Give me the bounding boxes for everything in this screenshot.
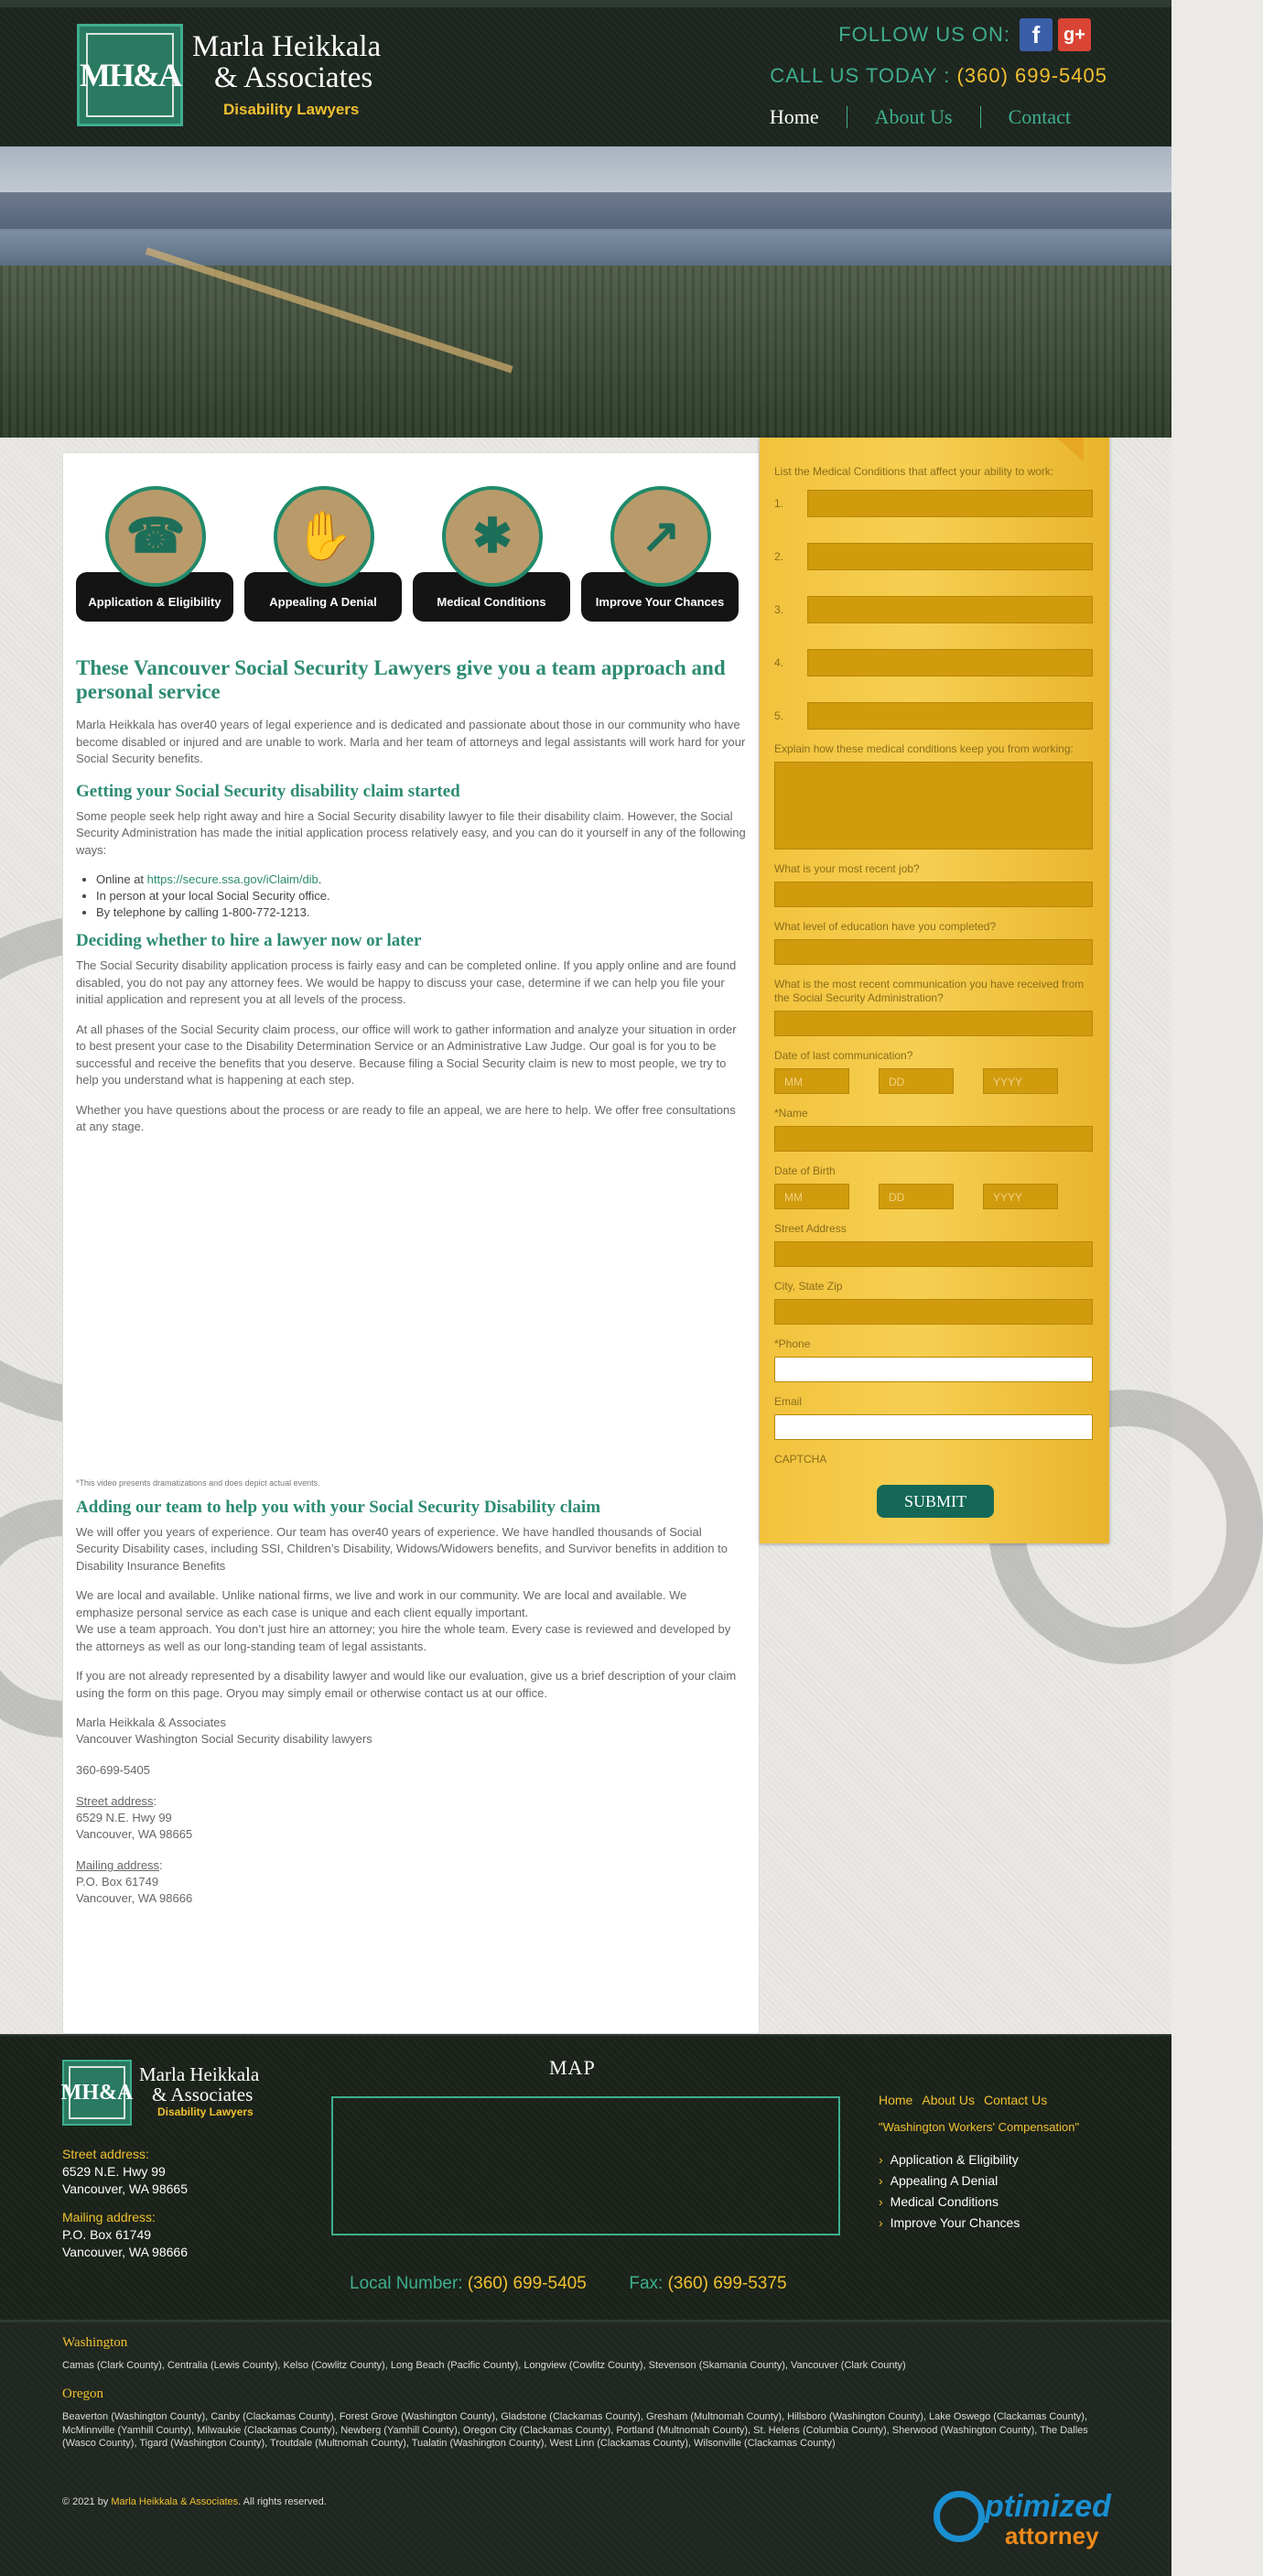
local-number[interactable]: (360) 699-5405 — [467, 2274, 587, 2293]
condition-field-4[interactable] — [807, 649, 1093, 676]
footer-address-line: Vancouver, WA 98666 — [62, 2245, 188, 2259]
paragraph: Whether you have questions about the process or are ready to file an appeal, we are here to help. We offer free consultations at any stage. — [76, 1102, 736, 1133]
facebook-icon[interactable]: f — [1020, 18, 1052, 51]
mailing-address-label: Mailing address — [76, 1858, 160, 1872]
street-address-heading — [76, 1793, 746, 1810]
education-field[interactable] — [774, 939, 1093, 965]
condition-row — [774, 702, 1093, 730]
logo-monogram — [77, 24, 183, 126]
intro-paragraph: Marla Heikkala has over40 years of legal experience and is dedicated and passionate about those in our community who have become disabled or injured and are unable to work. Marla and her team of attorneys and legal assistants will work hard for your Social Security benefits. — [76, 718, 746, 765]
submit-button[interactable]: SUBMIT — [877, 1485, 994, 1518]
paragraph: At all phases of the Social Security claim process, our office will work to gather information and analyze your situation in order to best present your case to the Disability Determination Service or an Administrative Law Judge. Our goal is for you to be successful and receive the benefits that you deserve. Because filing a Social Security claim is new to most people, we try to help you understand what is happening at each step. — [76, 1022, 737, 1087]
street-label: Street Address — [774, 1222, 847, 1235]
badge-line2: attorney — [1005, 2522, 1099, 2549]
footer-logo[interactable] — [62, 2060, 273, 2126]
paragraph: We will offer you years of experience. Our team has over40 years of experience. We have handled thousands of Social Security Disability cases, including SSI, Children’s Disability, Widows/Widowers benefits, and Survivor benefits in addition to Disability Insurance Benefits — [76, 1524, 728, 1573]
fax-label: Fax: — [629, 2274, 664, 2293]
list-item: • By telephone by calling 1-800-772-1213. — [96, 904, 746, 921]
footer-link-label: Improve Your Chances — [890, 2215, 1020, 2230]
footer-logo-name-line1: Marla Heikkala — [139, 2063, 260, 2085]
video-embed[interactable] — [76, 1149, 746, 1478]
footer-link-label: Appealing A Denial — [890, 2173, 999, 2188]
footer-address-line: P.O. Box 61749 — [62, 2227, 152, 2242]
optimized-attorney-logo-icon — [934, 2491, 985, 2542]
education-label: What level of education have you completed? — [774, 920, 997, 933]
footer-nav-label: Home — [879, 2093, 913, 2107]
condition-row — [774, 649, 1093, 676]
street-address-label: Street address — [76, 1794, 154, 1808]
footer-logo-monogram — [62, 2060, 132, 2126]
recent-communication-label: What is the most recent communication you have received from the Social Security Administration? — [774, 978, 1085, 1004]
chevron-right-icon: › — [879, 2152, 883, 2167]
call-us-number[interactable]: (360) 699-5405 — [956, 64, 1107, 87]
chevron-right-icon: › — [879, 2215, 883, 2230]
address-line: P.O. Box 61749 — [76, 1875, 159, 1889]
nav-home[interactable]: Home — [769, 105, 819, 128]
hero-mountains — [0, 192, 1171, 229]
washington-title: Washington — [62, 2335, 128, 2350]
main-content — [62, 452, 760, 2034]
date-communication-label: Date of last communication? — [774, 1049, 913, 1062]
footer-numbers — [350, 2274, 787, 2294]
logo-name-line1: Marla Heikkala — [192, 30, 382, 63]
chart-up-icon: ↗ — [641, 510, 681, 563]
chevron-right-icon: › — [879, 2173, 883, 2188]
local-number-label: Local Number: — [350, 2274, 463, 2293]
footer-mailing-label: Mailing address: — [62, 2210, 156, 2224]
service-areas — [0, 2320, 1171, 2576]
phone-field[interactable] — [774, 1357, 1093, 1382]
footer-link[interactable] — [879, 2192, 1020, 2213]
form-corner-flag — [1056, 438, 1084, 461]
logo-name-line2: & Associates — [214, 61, 373, 94]
article — [76, 656, 746, 1921]
copyright — [62, 2496, 327, 2507]
comm-month-field[interactable]: MM — [774, 1068, 849, 1094]
firm-phone: 360-699-5405 — [76, 1763, 150, 1777]
follow-label: FOLLOW US ON: — [838, 23, 1010, 46]
dob-row — [774, 1184, 1093, 1209]
optimized-attorney-badge[interactable] — [934, 2478, 1135, 2560]
footer-addresses — [62, 2146, 188, 2261]
footer-link-label: Medical Conditions — [890, 2194, 999, 2209]
application-methods-list — [96, 871, 746, 921]
google-plus-icon[interactable]: g+ — [1058, 18, 1091, 51]
logo-monogram-text: MH&A — [86, 33, 174, 117]
main-nav — [742, 106, 1098, 128]
badge-line1: ptimized — [985, 2489, 1111, 2524]
label-colon: : — [153, 1794, 157, 1808]
condition-field-5[interactable] — [807, 702, 1093, 730]
copyright-suffix: . All rights reserved. — [238, 2496, 327, 2507]
service-cards — [76, 486, 739, 622]
workers-comp-link[interactable]: "Washington Workers' Compensation" — [879, 2120, 1080, 2134]
footer-nav — [879, 2093, 1056, 2107]
address-line: Vancouver, WA 98665 — [76, 1827, 193, 1841]
footer-link-label: Application & Eligibility — [890, 2152, 1019, 2167]
address-line: Vancouver, WA 98666 — [76, 1891, 193, 1905]
footer-logo-monogram-text: MH&A — [69, 2066, 125, 2119]
condition-number: 5. — [774, 709, 784, 722]
ssa-link[interactable]: https://secure.ssa.gov/iClaim/dib — [146, 872, 318, 886]
firm-info — [76, 1715, 746, 1748]
card-label: Improve Your Chances — [581, 572, 739, 622]
site-header — [0, 0, 1171, 146]
section-heading: Getting your Social Security disability claim started — [76, 781, 460, 801]
city-label: City, State Zip — [774, 1280, 843, 1293]
footer-nav-contact[interactable] — [984, 2093, 1056, 2107]
paragraph — [76, 1587, 746, 1655]
recent-communication-field[interactable] — [774, 1011, 1093, 1036]
handshake-icon: ✋ — [294, 510, 354, 563]
list-item — [96, 871, 746, 888]
explain-label: Explain how these medical conditions keep you from working: — [774, 742, 1074, 755]
footer-nav-home[interactable] — [879, 2093, 922, 2107]
footer-link[interactable] — [879, 2149, 1020, 2170]
header-top-strip — [0, 0, 1171, 7]
condition-field-3[interactable] — [807, 596, 1093, 623]
call-us-label: CALL US TODAY : — [770, 64, 951, 87]
call-us — [770, 64, 1107, 88]
condition-field-2[interactable] — [807, 543, 1093, 570]
condition-row — [774, 596, 1093, 623]
list-item: • In person at your local Social Security office. — [96, 888, 746, 904]
paragraph: If you are not already represented by a disability lawyer and would like our evaluation, give us a brief description of your claim using the form on this page. Oryou may simply email or otherwise contact us at our office. — [76, 1669, 737, 1700]
footer-nav-label: Contact Us — [983, 2093, 1048, 2107]
recent-job-label: What is your most recent job? — [774, 862, 920, 875]
conditions-label: List the Medical Conditions that affect your ability to work: — [774, 465, 1054, 478]
paragraph: The Social Security disability application process is fairly easy and can be completed online. If you apply online and are found disabled, you do not pay any attorney fees. We would be happy to discuss your case, determine if we can help you file your initial application and represent you at all levels of the process. — [76, 958, 737, 1006]
footer-address-line: 6529 N.E. Hwy 99 — [62, 2164, 166, 2179]
explain-textarea[interactable] — [774, 762, 1093, 850]
date-communication-row — [774, 1068, 1093, 1094]
phone-lock-icon: ☎ — [125, 510, 186, 563]
phone-label: *Phone — [774, 1337, 811, 1350]
fax-number: (360) 699-5375 — [667, 2274, 787, 2293]
name-label: *Name — [774, 1107, 808, 1120]
card-circle — [105, 486, 206, 587]
card-medical-conditions[interactable] — [413, 486, 570, 622]
mailing-address — [76, 1857, 746, 1907]
nav-about-us[interactable]: About Us — [847, 106, 980, 128]
firm-description: Vancouver Washington Social Security disability lawyers — [76, 1732, 372, 1746]
logo-tagline: Disability Lawyers — [223, 101, 360, 118]
form-fields — [774, 465, 1093, 1467]
washington-cities: Camas (Clark County), Centralia (Lewis County), Kelso (Cowlitz County), Long Beach (Pacific County), Longview (Cowlitz County), Stevenson (Skamania County), Vancouver (Clark County) — [62, 2360, 906, 2371]
card-circle — [442, 486, 543, 587]
hero-slideshow — [0, 146, 1171, 438]
card-circle — [274, 486, 374, 587]
dob-day-field[interactable]: DD — [879, 1184, 954, 1209]
map-title: MAP — [549, 2056, 596, 2079]
comm-year-field[interactable]: YYYY — [983, 1068, 1058, 1094]
follow-us — [838, 18, 1091, 51]
dob-year-field[interactable]: YYYY — [983, 1184, 1058, 1209]
hero-city — [0, 265, 1171, 438]
footer-nav-about[interactable] — [922, 2093, 984, 2107]
email-field[interactable] — [774, 1414, 1093, 1440]
card-label: Application & Eligibility — [76, 572, 233, 622]
city-field[interactable] — [774, 1299, 1093, 1325]
list-item-text: Online at — [96, 872, 147, 886]
footer-logo-name-line2: & Associates — [152, 2084, 254, 2105]
site-footer — [0, 2034, 1171, 2320]
card-improve-chances[interactable] — [581, 486, 739, 622]
list-item-text: . — [318, 872, 322, 886]
nav-contact[interactable]: Contact — [980, 106, 1098, 128]
condition-row — [774, 543, 1093, 570]
name-field[interactable] — [774, 1126, 1093, 1152]
paragraph-text: We use a team approach. You don’t just hire an attorney; you hire the whole team. Every case is reviewed and developed by the attorneys as well as our long-standing team of legal assistants. — [76, 1622, 731, 1653]
footer-link[interactable] — [879, 2170, 1020, 2192]
footer-logo-tagline: Disability Lawyers — [157, 2105, 254, 2118]
label-colon: : — [159, 1858, 163, 1872]
captcha-label: CAPTCHA — [774, 1453, 827, 1466]
footer-link[interactable] — [879, 2213, 1020, 2234]
footer-address-line: Vancouver, WA 98665 — [62, 2181, 188, 2196]
condition-number: 3. — [774, 603, 784, 616]
mailing-address-heading — [76, 1857, 746, 1874]
card-application-eligibility[interactable] — [76, 486, 233, 622]
street-address — [76, 1793, 746, 1843]
dob-month-field[interactable]: MM — [774, 1184, 849, 1209]
condition-number: 4. — [774, 656, 784, 669]
condition-number: 1. — [774, 497, 784, 510]
paragraph: Some people seek help right away and hire a Social Security disability lawyer to file their disability claim. However, the Social Security Administration has made the initial application process relatively easy, and you can do it yourself in any of the following ways: — [76, 808, 746, 857]
section-heading: Deciding whether to hire a lawyer now or later — [76, 931, 422, 950]
case-evaluation-form — [760, 438, 1109, 1543]
condition-field-1[interactable] — [807, 490, 1093, 517]
footer-nav-label: About Us — [922, 2093, 975, 2107]
page-title: These Vancouver Social Security Lawyers give you a team approach and personal service — [76, 656, 726, 703]
condition-row — [774, 490, 1093, 517]
comm-day-field[interactable]: DD — [879, 1068, 954, 1094]
copyright-prefix: © 2021 by — [62, 2496, 112, 2507]
section-heading: Adding our team to help you with your Social Security Disability claim — [76, 1497, 601, 1517]
card-appealing-denial[interactable] — [244, 486, 402, 622]
site-logo[interactable] — [77, 24, 416, 130]
card-label: Appealing A Denial — [244, 572, 402, 622]
street-field[interactable] — [774, 1241, 1093, 1267]
map-embed[interactable] — [331, 2096, 840, 2235]
footer-links — [879, 2149, 1020, 2234]
copyright-firm-link[interactable]: Marla Heikkala & Associates — [111, 2496, 239, 2507]
card-circle — [610, 486, 711, 587]
email-label: Email — [774, 1395, 803, 1408]
footer-street-label: Street address: — [62, 2147, 149, 2161]
firm-name: Marla Heikkala & Associates — [76, 1716, 227, 1729]
chevron-right-icon: › — [879, 2194, 883, 2209]
oregon-title: Oregon — [62, 2387, 103, 2401]
recent-job-field[interactable] — [774, 882, 1093, 907]
video-disclaimer: *This video presents dramatizations and does depict actual events. — [76, 1477, 320, 1488]
condition-number: 2. — [774, 550, 784, 563]
dob-label: Date of Birth — [774, 1164, 836, 1177]
paragraph-text: We are local and available. Unlike national firms, we live and work in our community. We are local and available. We emphasize personal service as each case is unique and each client equally important. — [76, 1588, 687, 1619]
card-label: Medical Conditions — [413, 572, 570, 622]
address-line: 6529 N.E. Hwy 99 — [76, 1811, 172, 1824]
star-of-life-icon: ✱ — [472, 510, 513, 563]
oregon-cities: Beaverton (Washington County), Canby (Clackamas County), Forest Grove (Washington County), Gladstone (Clackamas County), Gresham (Multnomah County), Hillsboro (Washington County), Lake Oswego (Clackamas County), McMinnville (Yamhill County), Milwaukie (Clackamas County), Newberg (Yamhill County), Oregon City (Clackamas County), Portland (Multnomah County), St. Helens (Columbia County), Sherwood (Washington County), The Dalles (Wasco County), Tigard (Washington County), Troutdale (Multnomah County), Tualatin (Washington County), West Linn (Clackamas County), Wilsonville (Clackamas County) — [62, 2411, 1088, 2449]
